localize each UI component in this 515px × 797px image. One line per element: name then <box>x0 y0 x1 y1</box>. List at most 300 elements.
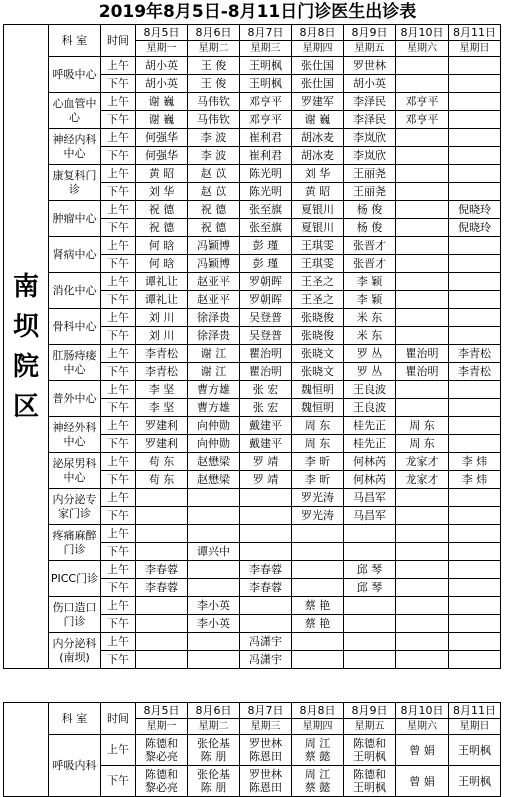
doctor-cell: 桂先正 <box>344 417 396 435</box>
doctor-cell <box>449 651 501 669</box>
doctor-cell: 米 东 <box>344 327 396 345</box>
doctor-cell: 何强华 <box>136 147 188 165</box>
weekday-header: 星期三 <box>240 719 292 735</box>
time-slot: 上午 <box>101 417 136 435</box>
weekday-header: 星期二 <box>188 719 240 735</box>
doctor-cell: 罗光涛 <box>292 489 344 507</box>
doctor-cell: 赵亚平 <box>188 273 240 291</box>
doctor-cell <box>449 615 501 633</box>
doctor-cell: 胡小英 <box>344 75 396 93</box>
doctor-cell <box>396 327 449 345</box>
doctor-cell: 邓亨平 <box>240 111 292 129</box>
time-slot: 下午 <box>101 543 136 561</box>
doctor-cell <box>449 273 501 291</box>
doctor-cell: 王丽尧 <box>344 183 396 201</box>
doctor-cell: 冯颖博 <box>188 255 240 273</box>
doctor-cell: 陈德和 黎必亮 <box>136 735 188 766</box>
doctor-cell <box>396 57 449 75</box>
weekday-header: 星期五 <box>344 41 396 57</box>
doctor-cell <box>396 291 449 309</box>
doctor-cell: 胡冰麦 <box>292 129 344 147</box>
doctor-cell: 曾 娟 <box>396 735 449 766</box>
doctor-cell: 李 炜 <box>449 453 501 471</box>
doctor-cell: 李春蓉 <box>240 561 292 579</box>
doctor-cell <box>396 237 449 255</box>
doctor-cell: 张晓文 <box>292 363 344 381</box>
doctor-cell <box>449 399 501 417</box>
doctor-cell <box>449 327 501 345</box>
doctor-cell <box>136 633 188 651</box>
doctor-cell <box>188 507 240 525</box>
doctor-cell <box>396 201 449 219</box>
header-row-dates <box>4 25 501 41</box>
doctor-cell <box>396 525 449 543</box>
doctor-cell: 李小英 <box>188 615 240 633</box>
time-slot: 上午 <box>101 735 136 766</box>
doctor-cell <box>449 291 501 309</box>
time-slot: 上午 <box>101 381 136 399</box>
doctor-cell: 王丽尧 <box>344 165 396 183</box>
table-row <box>4 201 501 219</box>
time-slot: 上午 <box>101 93 136 111</box>
dept-name: 肾病中心 <box>49 237 101 273</box>
table-row <box>4 345 501 363</box>
doctor-cell: 罗朝晖 <box>240 273 292 291</box>
doctor-cell: 魏恒明 <box>292 381 344 399</box>
doctor-cell <box>396 597 449 615</box>
doctor-cell <box>449 147 501 165</box>
doctor-cell: 冯潇宇 <box>240 633 292 651</box>
time-slot: 上午 <box>101 561 136 579</box>
doctor-cell: 胡小英 <box>136 75 188 93</box>
date-header: 8月9日 <box>344 703 396 719</box>
date-header: 8月6日 <box>188 25 240 41</box>
doctor-cell <box>396 273 449 291</box>
doctor-cell <box>136 525 188 543</box>
doctor-cell <box>449 237 501 255</box>
doctor-cell: 张 宏 <box>240 381 292 399</box>
table-row <box>4 633 501 651</box>
table-row <box>4 237 501 255</box>
dept-name: 疼痛麻醉门诊 <box>49 525 101 561</box>
time-slot: 下午 <box>101 615 136 633</box>
doctor-cell: 王琪雯 <box>292 237 344 255</box>
time-slot: 下午 <box>101 579 136 597</box>
time-slot: 下午 <box>101 75 136 93</box>
doctor-cell: 祝 德 <box>136 219 188 237</box>
doctor-cell: 张仕国 <box>292 57 344 75</box>
doctor-cell: 李青松 <box>136 345 188 363</box>
table-row <box>4 273 501 291</box>
doctor-cell: 张晓俊 <box>292 327 344 345</box>
doctor-cell: 王明枫 <box>449 735 501 766</box>
time-slot: 下午 <box>101 507 136 525</box>
doctor-cell: 谢 巍 <box>136 93 188 111</box>
dept-header: 科 室 <box>49 703 101 735</box>
doctor-cell: 王圣之 <box>292 291 344 309</box>
table-row <box>4 735 501 766</box>
dept-name: 肿瘤中心 <box>49 201 101 237</box>
doctor-cell <box>396 489 449 507</box>
time-slot: 下午 <box>101 183 136 201</box>
doctor-cell: 苟 东 <box>136 453 188 471</box>
doctor-cell <box>188 651 240 669</box>
doctor-cell: 胡冰麦 <box>292 147 344 165</box>
doctor-cell <box>449 579 501 597</box>
doctor-cell <box>449 489 501 507</box>
doctor-cell: 张伦基 陈 朋 <box>188 735 240 766</box>
doctor-cell: 黄 昭 <box>136 165 188 183</box>
table-row <box>4 309 501 327</box>
time-slot: 上午 <box>101 525 136 543</box>
dept-header: 科 室 <box>49 25 101 57</box>
doctor-cell: 罗光涛 <box>292 507 344 525</box>
doctor-cell: 魏恒明 <box>292 399 344 417</box>
doctor-cell: 倪晓玲 <box>449 219 501 237</box>
doctor-cell: 罗建军 <box>292 93 344 111</box>
doctor-cell: 马伟钦 <box>188 111 240 129</box>
doctor-cell: 徐泽贵 <box>188 309 240 327</box>
doctor-cell <box>344 615 396 633</box>
doctor-cell: 黄 昭 <box>292 183 344 201</box>
doctor-cell: 谢 江 <box>188 345 240 363</box>
time-header: 时间 <box>101 25 136 57</box>
doctor-cell <box>136 543 188 561</box>
doctor-cell <box>449 165 501 183</box>
doctor-cell: 谭礼让 <box>136 273 188 291</box>
doctor-cell: 李岚欣 <box>344 129 396 147</box>
date-header: 8月8日 <box>292 703 344 719</box>
time-slot: 上午 <box>101 489 136 507</box>
doctor-cell: 祝 德 <box>188 219 240 237</box>
doctor-cell: 夏银川 <box>292 201 344 219</box>
doctor-cell: 周 东 <box>292 417 344 435</box>
doctor-cell <box>449 435 501 453</box>
dept-name: 内分泌专家门诊 <box>49 489 101 525</box>
doctor-cell: 周 东 <box>292 435 344 453</box>
doctor-cell: 瞿治明 <box>396 345 449 363</box>
doctor-cell <box>396 129 449 147</box>
time-slot: 上午 <box>101 345 136 363</box>
doctor-cell: 李春蓉 <box>240 579 292 597</box>
doctor-cell: 罗 丛 <box>344 363 396 381</box>
doctor-cell: 谭礼让 <box>136 291 188 309</box>
doctor-cell: 李 颖 <box>344 291 396 309</box>
doctor-cell: 陈德和 王明枫 <box>344 735 396 766</box>
doctor-cell <box>396 579 449 597</box>
dept-name: 肛肠痔瘘中心 <box>49 345 101 381</box>
doctor-cell: 邓亨平 <box>396 93 449 111</box>
doctor-cell: 瞿治明 <box>240 363 292 381</box>
doctor-cell: 刘 川 <box>136 309 188 327</box>
doctor-cell <box>396 183 449 201</box>
doctor-cell: 何林芮 <box>344 471 396 489</box>
doctor-cell: 刘 华 <box>136 183 188 201</box>
district-char: 院 <box>12 351 39 382</box>
doctor-cell: 马昌军 <box>344 507 396 525</box>
doctor-cell <box>344 651 396 669</box>
doctor-cell <box>396 255 449 273</box>
dept-name: 消化中心 <box>49 273 101 309</box>
date-header: 8月8日 <box>292 25 344 41</box>
table-row <box>4 597 501 615</box>
time-slot: 上午 <box>101 201 136 219</box>
doctor-cell: 赵 苡 <box>188 165 240 183</box>
table-row <box>4 93 501 111</box>
doctor-cell: 李青松 <box>449 345 501 363</box>
weekday-header: 星期日 <box>449 719 501 735</box>
doctor-cell <box>396 561 449 579</box>
doctor-cell: 祝 德 <box>188 201 240 219</box>
date-header: 8月11日 <box>449 25 501 41</box>
doctor-cell: 罗世林 <box>344 57 396 75</box>
doctor-cell <box>240 615 292 633</box>
weekday-header: 星期一 <box>136 719 188 735</box>
weekday-header: 星期二 <box>188 41 240 57</box>
doctor-cell: 邓亨平 <box>240 93 292 111</box>
dept-name: 康复科门诊 <box>49 165 101 201</box>
doctor-cell: 张晋才 <box>344 237 396 255</box>
weekday-header: 星期四 <box>292 41 344 57</box>
doctor-cell: 周 东 <box>396 417 449 435</box>
doctor-cell: 周 江 蔡 懿 <box>292 766 344 797</box>
doctor-cell <box>449 93 501 111</box>
page-title: 2019年8月5日-8月11日门诊医生出诊表 <box>98 2 417 22</box>
doctor-cell <box>344 633 396 651</box>
time-slot: 下午 <box>101 399 136 417</box>
doctor-cell: 倪晓玲 <box>449 201 501 219</box>
doctor-cell: 罗建利 <box>136 435 188 453</box>
time-slot: 下午 <box>101 651 136 669</box>
doctor-cell: 王明枫 <box>240 75 292 93</box>
weekday-header: 星期六 <box>396 719 449 735</box>
doctor-cell <box>449 597 501 615</box>
doctor-cell: 邱 琴 <box>344 561 396 579</box>
doctor-cell: 苟 东 <box>136 471 188 489</box>
doctor-cell: 米 东 <box>344 309 396 327</box>
table-row <box>4 453 501 471</box>
doctor-cell: 王良波 <box>344 381 396 399</box>
doctor-cell <box>449 255 501 273</box>
doctor-cell: 张仕国 <box>292 75 344 93</box>
doctor-cell: 赵懋梁 <box>188 453 240 471</box>
date-header: 8月11日 <box>449 703 501 719</box>
time-slot: 上午 <box>101 597 136 615</box>
doctor-cell: 李青松 <box>136 363 188 381</box>
doctor-cell: 彭 瑾 <box>240 237 292 255</box>
doctor-cell: 谢 江 <box>188 363 240 381</box>
doctor-cell: 陈德和 黎必亮 <box>136 766 188 797</box>
district-char: 区 <box>12 391 39 422</box>
table-row <box>4 381 501 399</box>
table-row <box>4 561 501 579</box>
doctor-cell <box>188 561 240 579</box>
doctor-cell: 李 炜 <box>449 471 501 489</box>
weekday-header: 星期五 <box>344 719 396 735</box>
doctor-cell <box>188 489 240 507</box>
doctor-cell: 罗 靖 <box>240 453 292 471</box>
doctor-cell: 吴登普 <box>240 327 292 345</box>
doctor-cell: 冯颖博 <box>188 237 240 255</box>
time-slot: 下午 <box>101 147 136 165</box>
district-char: 坝 <box>12 311 39 342</box>
doctor-cell <box>136 651 188 669</box>
doctor-cell: 冯潇宇 <box>240 651 292 669</box>
doctor-cell <box>449 111 501 129</box>
doctor-cell: 谢 巍 <box>136 111 188 129</box>
date-header: 8月7日 <box>240 703 292 719</box>
doctor-cell: 杨 俊 <box>344 219 396 237</box>
dept-name: 神经外科中心 <box>49 417 101 453</box>
doctor-cell: 李岚欣 <box>344 147 396 165</box>
doctor-cell: 张伦基 陈 朋 <box>188 766 240 797</box>
doctor-cell: 崔利君 <box>240 129 292 147</box>
date-header: 8月7日 <box>240 25 292 41</box>
doctor-cell: 王 俊 <box>188 75 240 93</box>
doctor-cell: 周 东 <box>396 435 449 453</box>
doctor-cell <box>292 633 344 651</box>
doctor-cell: 赵亚平 <box>188 291 240 309</box>
doctor-cell: 马伟钦 <box>188 93 240 111</box>
doctor-cell: 李 昕 <box>292 471 344 489</box>
weekday-header: 星期六 <box>396 41 449 57</box>
doctor-cell <box>449 561 501 579</box>
doctor-cell: 李 昕 <box>292 453 344 471</box>
doctor-cell: 瞿治明 <box>396 363 449 381</box>
doctor-cell: 陈德和 王明枫 <box>344 766 396 797</box>
table-row <box>4 57 501 75</box>
dept-name: 呼吸中心 <box>49 57 101 93</box>
date-header: 8月6日 <box>188 703 240 719</box>
time-slot: 下午 <box>101 291 136 309</box>
doctor-cell: 何强华 <box>136 129 188 147</box>
doctor-cell: 罗建利 <box>136 417 188 435</box>
doctor-cell: 刘 川 <box>136 327 188 345</box>
doctor-cell: 戴建平 <box>240 417 292 435</box>
dept-name: 普外中心 <box>49 381 101 417</box>
dept-name: 骨科中心 <box>49 309 101 345</box>
doctor-cell <box>292 579 344 597</box>
doctor-cell <box>449 543 501 561</box>
doctor-cell: 何林芮 <box>344 453 396 471</box>
dept-name: 伤口造口门诊 <box>49 597 101 633</box>
doctor-cell: 夏银川 <box>292 219 344 237</box>
time-slot: 上午 <box>101 453 136 471</box>
dept-name: 内分泌科(南坝) <box>49 633 101 669</box>
doctor-cell <box>449 57 501 75</box>
schedule-table-2 <box>3 702 501 797</box>
doctor-cell: 谭兴中 <box>188 543 240 561</box>
doctor-cell: 罗 靖 <box>240 471 292 489</box>
dept-name: 泌尿男科中心 <box>49 453 101 489</box>
dept-name: 神经内科中心 <box>49 129 101 165</box>
doctor-cell <box>449 525 501 543</box>
weekday-header: 星期日 <box>449 41 501 57</box>
time-slot: 下午 <box>101 766 136 797</box>
doctor-cell <box>292 651 344 669</box>
doctor-cell <box>188 633 240 651</box>
doctor-cell: 王良波 <box>344 399 396 417</box>
doctor-cell <box>240 489 292 507</box>
doctor-cell <box>136 597 188 615</box>
doctor-cell <box>344 525 396 543</box>
doctor-cell: 李 波 <box>188 147 240 165</box>
doctor-cell: 王明枫 <box>240 57 292 75</box>
doctor-cell <box>396 381 449 399</box>
doctor-cell: 张晓文 <box>292 345 344 363</box>
doctor-cell: 向仲勋 <box>188 417 240 435</box>
doctor-cell: 邱 琴 <box>344 579 396 597</box>
table-row <box>4 525 501 543</box>
time-header: 时间 <box>101 703 136 735</box>
doctor-cell <box>396 543 449 561</box>
doctor-cell <box>136 615 188 633</box>
doctor-cell: 赵懋梁 <box>188 471 240 489</box>
time-slot: 上午 <box>101 273 136 291</box>
doctor-cell: 张至旗 <box>240 219 292 237</box>
time-slot: 上午 <box>101 165 136 183</box>
doctor-cell <box>188 525 240 543</box>
doctor-cell: 桂先正 <box>344 435 396 453</box>
table-gap <box>3 676 513 702</box>
doctor-cell: 龙家才 <box>396 453 449 471</box>
dept-name: PICC门诊 <box>49 561 101 597</box>
doctor-cell: 王琪雯 <box>292 255 344 273</box>
doctor-cell: 王圣之 <box>292 273 344 291</box>
doctor-cell: 李 坚 <box>136 399 188 417</box>
time-slot: 上午 <box>101 309 136 327</box>
doctor-cell <box>240 597 292 615</box>
district-char: 南 <box>12 271 39 302</box>
table-row <box>4 129 501 147</box>
doctor-cell: 罗世林 陈恩田 <box>240 735 292 766</box>
doctor-cell <box>136 489 188 507</box>
date-header: 8月10日 <box>396 703 449 719</box>
doctor-cell: 赵 苡 <box>188 183 240 201</box>
doctor-cell <box>449 633 501 651</box>
doctor-cell <box>188 579 240 597</box>
time-slot: 下午 <box>101 219 136 237</box>
time-slot: 上午 <box>101 129 136 147</box>
doctor-cell <box>396 309 449 327</box>
district-label <box>4 25 49 669</box>
doctor-cell: 曹方雄 <box>188 381 240 399</box>
doctor-cell: 崔利君 <box>240 147 292 165</box>
doctor-cell <box>396 633 449 651</box>
time-slot: 下午 <box>101 471 136 489</box>
weekday-header: 星期三 <box>240 41 292 57</box>
doctor-cell: 瞿治明 <box>240 345 292 363</box>
table-row <box>4 417 501 435</box>
doctor-cell <box>344 597 396 615</box>
dept-name: 呼吸内科 <box>49 735 101 797</box>
time-slot: 上午 <box>101 237 136 255</box>
time-slot: 上午 <box>101 57 136 75</box>
doctor-cell <box>449 129 501 147</box>
doctor-cell <box>396 219 449 237</box>
weekday-header: 星期一 <box>136 41 188 57</box>
doctor-cell <box>136 507 188 525</box>
doctor-cell <box>396 165 449 183</box>
date-header: 8月10日 <box>396 25 449 41</box>
schedule-table <box>3 24 501 669</box>
doctor-cell <box>396 507 449 525</box>
time-slot: 下午 <box>101 327 136 345</box>
doctor-cell <box>240 507 292 525</box>
doctor-cell: 王明枫 <box>449 766 501 797</box>
doctor-cell: 胡小英 <box>136 57 188 75</box>
doctor-cell <box>240 525 292 543</box>
